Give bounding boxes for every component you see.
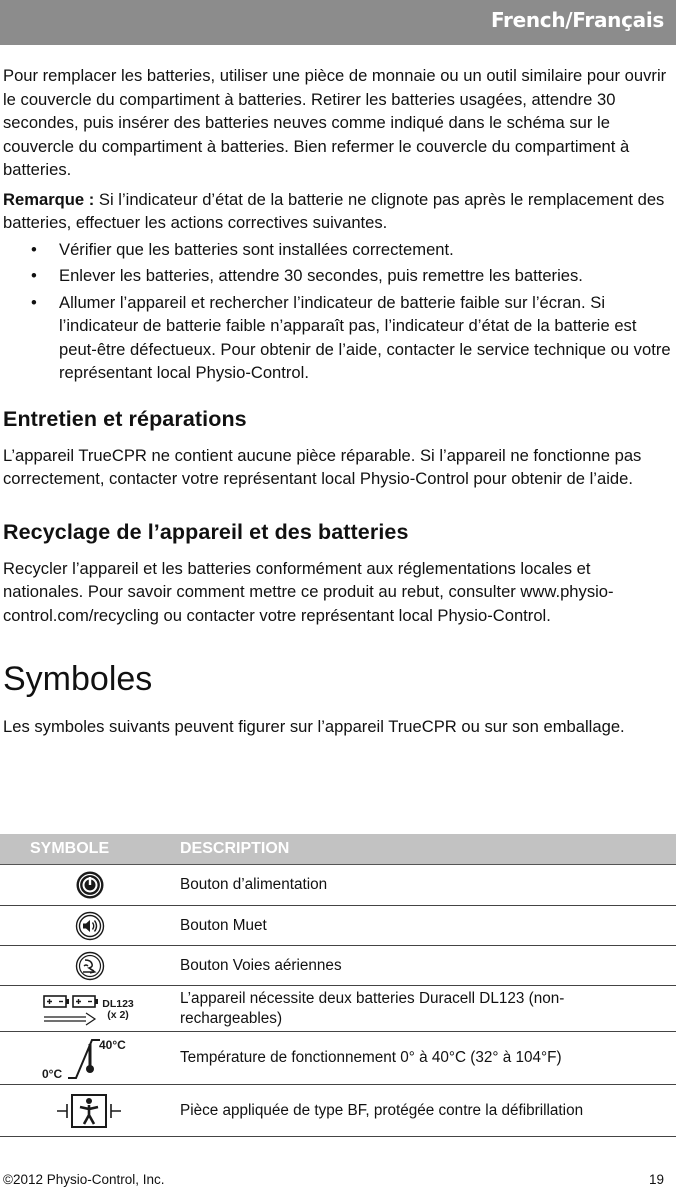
table-row <box>0 906 676 946</box>
temperature-low-label: 0°C <box>42 1067 63 1081</box>
mute-button-icon <box>75 911 105 941</box>
table-row <box>0 1032 676 1085</box>
bullet-marker: • <box>31 266 37 285</box>
symbol-description: Bouton d’alimentation <box>180 865 676 906</box>
table-row <box>0 986 676 1032</box>
symbols-intro-paragraph: Les symboles suivants peuvent figurer sur l’appareil TrueCPR ou sur son emballage. <box>3 717 625 736</box>
table-row <box>0 1085 676 1137</box>
airway-button-icon <box>75 951 105 981</box>
temperature-range-icon <box>40 1034 140 1082</box>
recycling-heading: Recyclage de l’appareil et des batteries <box>3 519 409 544</box>
bullet-marker: • <box>31 239 37 259</box>
list-item: • Enlever les batteries, attendre 30 secondes, puis remettre les batteries. <box>3 264 671 288</box>
recycling-paragraph: Recycler l’appareil et les batteries conformément aux réglementations locales et nationales. Pour savoir comment mettre ce produit au rebut, consulter www.physio-control.com/recycling ou contacter votre représentant local Physio-Control. <box>3 558 614 625</box>
language-label: French/Français <box>490 8 664 32</box>
symbol-description: Température de fonctionnement 0° à 40°C (32° à 104°F) <box>180 1032 676 1085</box>
list-item: • Allumer l’appareil et rechercher l’indicateur de batterie faible sur l’écran. Si l’indicateur de batterie faible n’apparaît pas, l’indicateur d’état de la batterie est peut-être défectueux. Pour obtenir de l’aide, contacter le service technique ou votre représentant local Physio-Control. <box>31 292 671 382</box>
header-bar <box>0 0 676 45</box>
battery-replace-paragraph: Pour remplacer les batteries, utiliser une pièce de monnaie ou un outil similaire pour ouvrir le couvercle du compartiment à batteries. Retirer les batteries usagées, attendre 30 secondes, puis insérer des batteries neuves comme indiqué dans le schéma sur le couvercle du compartiment à batteries. Bien refermer le couvercle du compartiment à batteries. <box>3 66 667 179</box>
bullet-marker: • <box>31 292 37 312</box>
note-paragraph <box>3 188 671 235</box>
main-content <box>3 64 671 739</box>
battery-model-label: DL123 <box>102 997 134 1010</box>
symbol-description: Bouton Muet <box>180 906 676 946</box>
list-item: • Vérifier que les batteries sont installées correctement. <box>3 238 671 262</box>
symbols-heading: Symboles <box>3 660 153 698</box>
footer-page-number: 19 <box>648 1172 664 1187</box>
table-header-row <box>0 834 676 865</box>
maintenance-heading: Entretien et réparations <box>3 406 247 431</box>
bf-defib-proof-icon <box>55 1091 125 1131</box>
column-header-symbol: SYMBOLE <box>0 834 180 865</box>
note-label: Remarque : <box>3 189 95 209</box>
corrective-actions-list <box>3 238 671 385</box>
column-header-description: DESCRIPTION <box>180 834 676 865</box>
maintenance-paragraph: L’appareil TrueCPR ne contient aucune pièce réparable. Si l’appareil ne fonctionne pas correctement, contacter votre représentant local Physio-Control pour obtenir de l’aide. <box>3 445 642 488</box>
symbol-description: L’appareil nécessite deux batteries Duracell DL123 (non-rechargeables) <box>180 986 676 1032</box>
symbol-description: Bouton Voies aériennes <box>180 946 676 986</box>
symbol-description: Pièce appliquée de type BF, protégée contre la défibrillation <box>180 1085 676 1137</box>
temperature-high-label: 40°C <box>99 1038 126 1052</box>
power-button-icon <box>75 870 105 900</box>
battery-count-label: (x 2) <box>107 1008 129 1021</box>
table-row <box>0 946 676 986</box>
symbols-table <box>0 834 676 1137</box>
note-text: Si l’indicateur d’état de la batterie ne clignote pas après le remplacement des batteries, effectuer les actions correctives suivantes. <box>3 189 665 232</box>
footer-copyright: ©2012 Physio-Control, Inc. <box>3 1172 165 1187</box>
batteries-dl123-icon <box>40 990 140 1028</box>
table-row <box>0 865 676 906</box>
